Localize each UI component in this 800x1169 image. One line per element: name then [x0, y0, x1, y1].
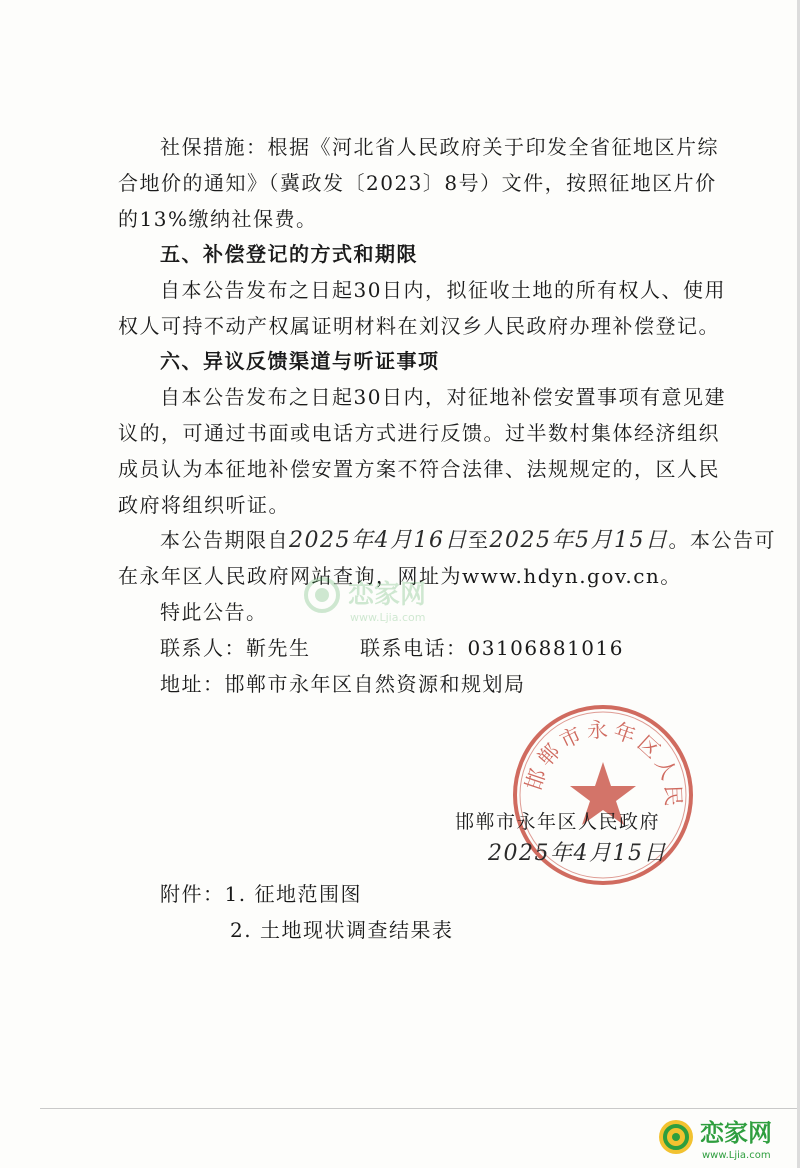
contact-person-name: 靳先生: [246, 636, 311, 660]
seal-text: 邯郸市永年区人民: [521, 717, 686, 811]
section-5-heading: 五、补偿登记的方式和期限: [160, 242, 418, 266]
period-prefix: 本公告期限自: [160, 528, 289, 552]
period-end-date: 2025年5月15日: [489, 528, 669, 553]
period-middle: 至: [467, 528, 490, 552]
section-5-line-1: 自本公告发布之日起30日内，拟征收土地的所有权人、使用: [160, 278, 726, 302]
contact-person: [160, 634, 311, 662]
issuer-name: 邯郸市永年区人民政府: [455, 811, 661, 833]
section-6-line-4: 政府将组织听证。: [118, 493, 290, 517]
brand-logo-url: www.Ljia.com: [702, 1150, 771, 1161]
section-6-heading: 六、异议反馈渠道与听证事项: [160, 349, 440, 373]
brand-logo-name: 恋家网: [700, 1119, 772, 1147]
address-line: [160, 670, 526, 698]
attachments-label: 附件：: [160, 882, 225, 906]
issue-date: 2025年4月15日: [488, 841, 667, 866]
watermark-brand: 恋家网: [348, 580, 427, 610]
contact-phone-label: 联系电话：: [360, 636, 468, 660]
section-6-line-3: 成员认为本征地补偿安置方案不符合法律、法规规定的，区人民: [118, 457, 720, 481]
social-security-line-2: 合地价的通知》（冀政发〔2023〕8号）文件，按照征地区片价: [118, 171, 717, 195]
section-5-line-2: 权人可持不动产权属证明材料在刘汉乡人民政府办理补偿登记。: [118, 314, 720, 338]
attachments-line-1: [160, 880, 362, 908]
social-security-line-1: 社保措施：根据《河北省人民政府关于印发全省征地区片综: [160, 135, 719, 159]
contact-phone: [360, 634, 624, 662]
contact-person-label: 联系人：: [160, 636, 246, 660]
address-value: 邯郸市永年区自然资源和规划局: [224, 672, 526, 696]
address-label: 地址：: [160, 672, 225, 696]
period-start-date: 2025年4月16日: [289, 528, 468, 553]
brand-logo: [652, 1105, 797, 1165]
period-line-2: 在永年区人民政府网站查询，网址为www.hdyn.gov.cn。: [118, 564, 682, 588]
period-suffix: 。本公告可: [668, 528, 776, 552]
attachment-item-2: 2. 土地现状调查结果表: [230, 918, 454, 942]
social-security-line-3: 的13%缴纳社保费。: [118, 207, 318, 231]
period-line-1: [160, 526, 776, 555]
watermark-logo: [300, 565, 500, 625]
contact-phone-number: 03106881016: [467, 636, 624, 660]
section-6-line-2: 议的，可通过书面或电话方式进行反馈。过半数村集体经济组织: [118, 421, 720, 445]
attachment-item-1: 1. 征地范围图: [224, 882, 362, 906]
watermark-url: www.Ljia.com: [350, 611, 426, 624]
closing-text: 特此公告。: [160, 600, 268, 624]
section-6-line-1: 自本公告发布之日起30日内，对征地补偿安置事项有意见建: [160, 385, 726, 409]
